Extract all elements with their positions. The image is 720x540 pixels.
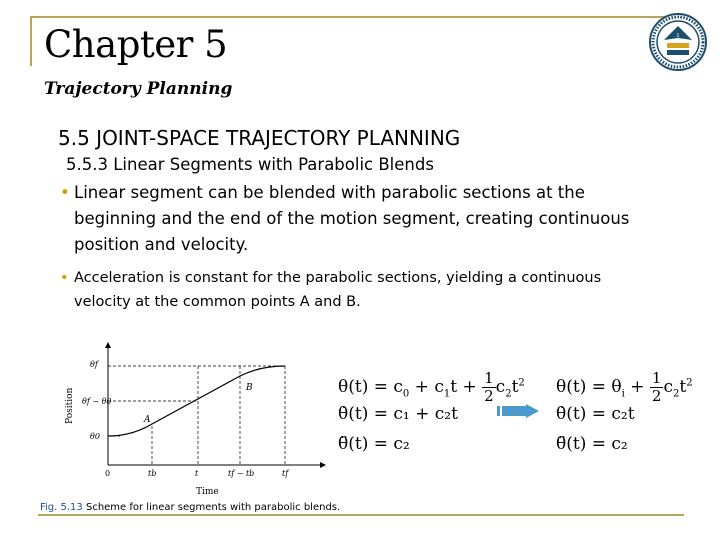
equation-position-left: $\theta(t) = c_0 + c_1t$ + $\frac{1}{2}$ $c_2t^2$ bbox=[338, 369, 525, 405]
y-tick-theta-mid: θf − θ0 bbox=[82, 397, 112, 406]
x-tick-t: t bbox=[195, 469, 199, 478]
bullet-item-acceleration bbox=[60, 266, 700, 314]
equation-velocity-right: θ̇(t) = c₂t bbox=[556, 404, 635, 424]
chapter-subtitle: Trajectory Planning bbox=[44, 79, 233, 99]
x-tick-zero: 0 bbox=[105, 469, 111, 478]
caption-label: Fig. 5.13 bbox=[40, 502, 83, 513]
x-tick-tf: tf bbox=[282, 469, 289, 478]
university-seal-logo bbox=[648, 12, 708, 72]
title-border-left bbox=[30, 16, 32, 66]
equation-velocity-left: θ̇(t) = c₁ + c₂t bbox=[338, 404, 458, 424]
fraction-half-right: $\frac{1}{2}$ bbox=[651, 369, 662, 405]
bullet1-line3: position and velocity. bbox=[74, 235, 249, 254]
bullet-dot-icon: • bbox=[60, 270, 69, 286]
bullet2-line2: velocity at the common points A and B. bbox=[74, 294, 361, 310]
title-border-top bbox=[30, 16, 682, 18]
trajectory-figure bbox=[60, 338, 330, 503]
fraction-half: $\frac{1}{2}$ bbox=[484, 369, 494, 405]
section-heading: 5.5 JOINT-SPACE TRAJECTORY PLANNING bbox=[58, 126, 461, 150]
figure-caption bbox=[40, 502, 340, 513]
bullet-item-blending bbox=[60, 180, 700, 258]
right-arrow-icon bbox=[497, 404, 539, 418]
equation-position-right: $\theta(t) = \theta_i$ + $\frac{1}{2}$ $c_2t^2$ bbox=[556, 369, 693, 405]
x-tick-tb: tb bbox=[148, 469, 157, 478]
x-tick-tf-minus-tb: tf − tb bbox=[228, 469, 255, 478]
equation-acceleration-right: θ̈(t) = c₂ bbox=[556, 434, 628, 454]
bullet1-line2: beginning and the end of the motion segment, creating continuous bbox=[74, 209, 630, 228]
svg-text:1: 1 bbox=[676, 33, 680, 39]
point-b-label: B bbox=[246, 383, 253, 393]
bullet2-line1: Acceleration is constant for the parabolic sections, yielding a continuous bbox=[74, 270, 602, 286]
caption-text: Scheme for linear segments with parabolic blends. bbox=[85, 502, 341, 513]
y-axis-label: Position bbox=[65, 387, 75, 424]
x-axis-label: Time bbox=[196, 487, 219, 497]
y-tick-theta-f: θf bbox=[90, 360, 98, 369]
chapter-title: Chapter 5 bbox=[44, 23, 228, 66]
equation-acceleration-left: θ̈(t) = c₂ bbox=[338, 434, 410, 454]
equations-left bbox=[338, 360, 525, 460]
equations-right bbox=[556, 360, 706, 460]
bullet1-line1: Linear segment can be blended with parabolic sections at the bbox=[74, 183, 585, 202]
subsection-heading: 5.5.3 Linear Segments with Parabolic Blends bbox=[66, 155, 434, 174]
y-tick-theta-0: θ0 bbox=[90, 432, 100, 441]
bullet-dot-icon: • bbox=[60, 183, 70, 202]
point-a-label: A bbox=[144, 415, 151, 425]
bottom-rule bbox=[38, 514, 684, 516]
